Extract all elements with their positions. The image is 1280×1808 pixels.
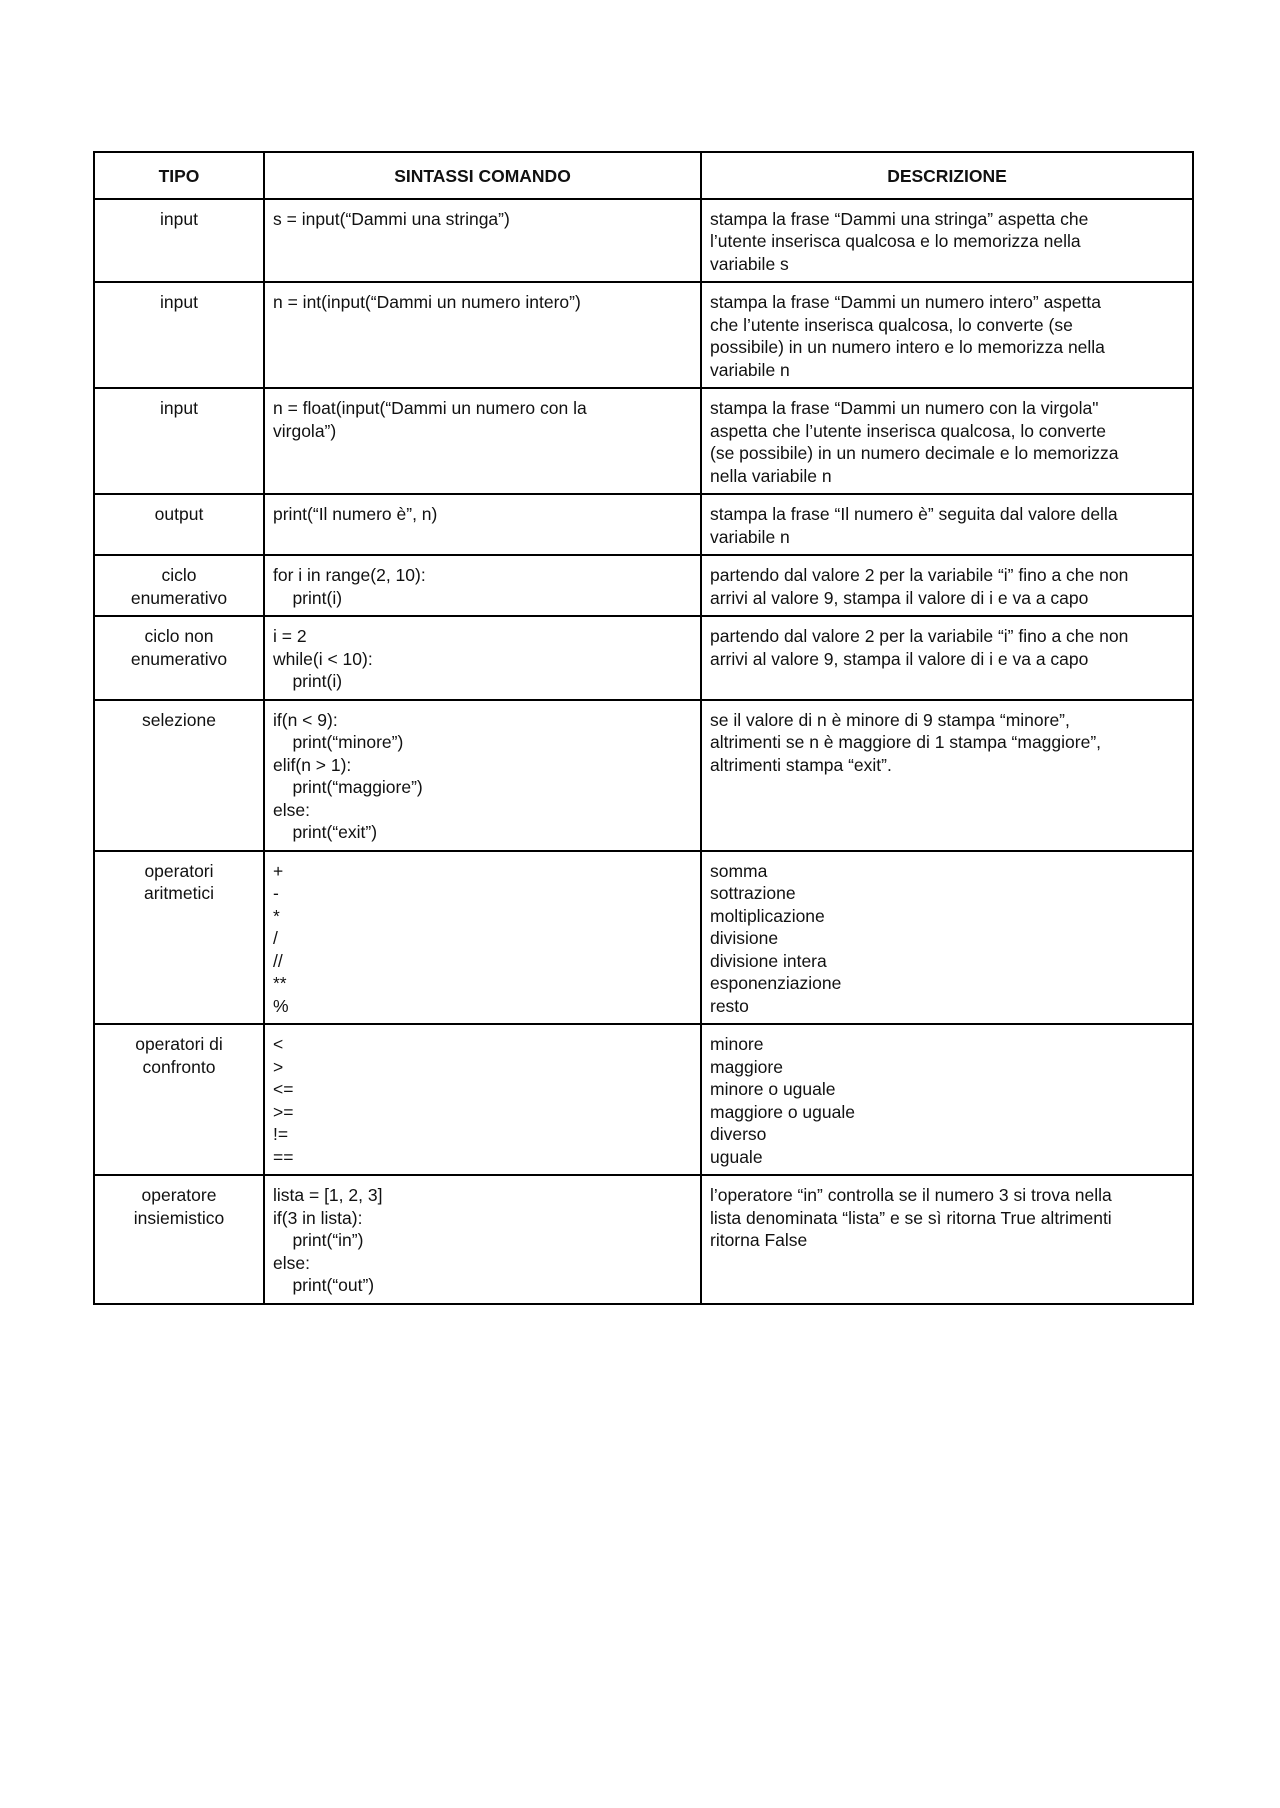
cell-tipo-line: input xyxy=(160,398,198,418)
cell-descrizione-line: variabile n xyxy=(710,526,790,547)
cell-sintassi-line: print(“maggiore”) xyxy=(273,777,423,797)
table-row xyxy=(94,282,1193,388)
cell-tipo xyxy=(94,282,264,388)
cell-descrizione-line: minore xyxy=(710,1034,764,1054)
cell-tipo xyxy=(94,851,264,1025)
cell-tipo xyxy=(94,616,264,700)
header-tipo: TIPO xyxy=(94,152,264,199)
cell-descrizione-line: (se possibile) in un numero decimale e lo memorizza xyxy=(710,443,1119,463)
table-row xyxy=(94,555,1193,616)
cell-tipo-line: operatori di xyxy=(135,1034,223,1054)
cell-sintassi xyxy=(264,388,701,494)
cell-descrizione-line: maggiore o uguale xyxy=(710,1101,855,1122)
cell-descrizione-line: maggiore xyxy=(710,1056,783,1077)
cell-sintassi-line: - xyxy=(273,883,279,903)
cell-tipo-line: input xyxy=(160,292,198,312)
cell-sintassi-line: for i in range(2, 10): xyxy=(273,565,426,585)
cell-descrizione xyxy=(701,616,1193,700)
python-commands-table xyxy=(93,151,1194,1305)
cell-sintassi-line: else: xyxy=(273,1252,310,1273)
cell-sintassi xyxy=(264,851,701,1025)
header-descrizione: DESCRIZIONE xyxy=(701,152,1193,199)
cell-sintassi-line: print(“Il numero è”, n) xyxy=(273,504,438,524)
cell-descrizione-line: somma xyxy=(710,860,768,881)
cell-sintassi-line: if(n < 9): xyxy=(273,709,338,730)
cell-sintassi xyxy=(264,282,701,388)
cell-sintassi-line: // xyxy=(273,950,283,971)
cell-sintassi xyxy=(264,1024,701,1175)
cell-descrizione xyxy=(701,199,1193,283)
cell-descrizione xyxy=(701,388,1193,494)
table-row xyxy=(94,494,1193,555)
cell-descrizione-line: altrimenti se n è maggiore di 1 stampa “maggiore”, xyxy=(710,732,1102,752)
cell-descrizione-line: aspetta che l’utente inserisca qualcosa, lo converte xyxy=(710,420,1106,441)
cell-descrizione-line: sottrazione xyxy=(710,883,796,903)
cell-tipo-line: confronto xyxy=(142,1056,216,1077)
cell-tipo-line: output xyxy=(154,504,204,524)
cell-descrizione-line: divisione intera xyxy=(710,950,827,971)
cell-descrizione-line: partendo dal valore 2 per la variabile “i” fino a che non xyxy=(710,565,1129,585)
cell-descrizione-line: arrivi al valore 9, stampa il valore di i e va a capo xyxy=(710,648,1089,669)
cell-descrizione-line: l’utente inserisca qualcosa e lo memorizza nella xyxy=(710,231,1081,251)
cell-sintassi-line: print(i) xyxy=(273,671,343,691)
cell-sintassi-line: % xyxy=(273,995,289,1016)
cell-descrizione xyxy=(701,555,1193,616)
cell-sintassi-line: < xyxy=(273,1034,284,1054)
cell-descrizione-line: l’operatore “in” controlla se il numero 3 si trova nella xyxy=(710,1185,1112,1205)
cell-descrizione xyxy=(701,700,1193,851)
cell-sintassi-line: > xyxy=(273,1056,284,1077)
table-body xyxy=(94,199,1193,1304)
cell-descrizione-line: uguale xyxy=(710,1146,763,1167)
cell-sintassi xyxy=(264,616,701,700)
cell-sintassi-line: ** xyxy=(273,973,287,993)
cell-descrizione-line: che l’utente inserisca qualcosa, lo converte (se xyxy=(710,314,1073,335)
cell-sintassi-line: <= xyxy=(273,1079,294,1099)
cell-descrizione-line: stampa la frase “Dammi un numero intero” aspetta xyxy=(710,292,1101,312)
cell-tipo-line: input xyxy=(160,208,198,229)
cell-descrizione-line: divisione xyxy=(710,928,779,948)
cell-descrizione-line: moltiplicazione xyxy=(710,905,825,926)
cell-descrizione xyxy=(701,1024,1193,1175)
cell-descrizione-line: esponenziazione xyxy=(710,973,842,993)
cell-sintassi-line: virgola”) xyxy=(273,420,337,441)
cell-descrizione-line: resto xyxy=(710,995,749,1016)
cell-descrizione-line: lista denominata “lista” e se sì ritorna True altrimenti xyxy=(710,1207,1112,1228)
cell-sintassi xyxy=(264,700,701,851)
cell-sintassi-line: / xyxy=(273,928,278,948)
cell-tipo-line: enumerativo xyxy=(130,648,228,669)
cell-descrizione-line: altrimenti stampa “exit”. xyxy=(710,754,892,775)
cell-tipo-line: aritmetici xyxy=(143,883,214,903)
cell-tipo-line: selezione xyxy=(142,709,216,730)
cell-descrizione-line: variabile s xyxy=(710,253,789,274)
cell-descrizione-line: stampa la frase “Dammi una stringa” aspetta che xyxy=(710,208,1089,229)
table-row xyxy=(94,851,1193,1025)
cell-sintassi-line: != xyxy=(273,1124,289,1144)
cell-descrizione xyxy=(701,282,1193,388)
cell-sintassi-line: if(3 in lista): xyxy=(273,1207,363,1228)
cell-sintassi xyxy=(264,494,701,555)
cell-sintassi-line: else: xyxy=(273,799,310,820)
table-row xyxy=(94,1024,1193,1175)
cell-sintassi-line: elif(n > 1): xyxy=(273,754,352,775)
cell-sintassi-line: while(i < 10): xyxy=(273,648,373,669)
cell-sintassi-line: print(i) xyxy=(273,587,343,608)
cell-tipo xyxy=(94,1024,264,1175)
cell-sintassi-line: print(“exit”) xyxy=(273,822,378,842)
cell-sintassi-line: n = float(input(“Dammi un numero con la xyxy=(273,398,587,418)
cell-descrizione xyxy=(701,1175,1193,1304)
cell-descrizione-line: stampa la frase “Il numero è” seguita dal valore della xyxy=(710,504,1118,524)
table-header xyxy=(94,152,1193,199)
table-row xyxy=(94,700,1193,851)
cell-descrizione-line: partendo dal valore 2 per la variabile “i” fino a che non xyxy=(710,626,1129,646)
cell-sintassi-line: i = 2 xyxy=(273,626,307,646)
cell-descrizione-line: variabile n xyxy=(710,359,790,380)
table-row xyxy=(94,1175,1193,1304)
cell-tipo xyxy=(94,700,264,851)
cell-descrizione xyxy=(701,494,1193,555)
cell-tipo xyxy=(94,1175,264,1304)
cell-tipo-line: ciclo xyxy=(161,565,197,585)
cell-sintassi-line: * xyxy=(273,905,280,926)
cell-tipo-line: operatore xyxy=(141,1185,217,1205)
cell-sintassi-line: n = int(input(“Dammi un numero intero”) xyxy=(273,292,581,312)
cell-descrizione-line: stampa la frase “Dammi un numero con la virgola" xyxy=(710,398,1099,418)
cell-sintassi xyxy=(264,1175,701,1304)
cell-sintassi-line: print(“out”) xyxy=(273,1275,375,1295)
cell-sintassi-line: print(“minore”) xyxy=(273,732,404,752)
table-row xyxy=(94,199,1193,283)
cell-descrizione-line: possibile) in un numero intero e lo memorizza nella xyxy=(710,337,1105,357)
cell-tipo-line: operatori xyxy=(144,860,214,881)
cell-descrizione-line: ritorna False xyxy=(710,1230,808,1250)
table-row xyxy=(94,388,1193,494)
cell-tipo xyxy=(94,199,264,283)
cell-descrizione-line: diverso xyxy=(710,1124,767,1144)
cell-descrizione xyxy=(701,851,1193,1025)
header-sintassi-comando: SINTASSI COMANDO xyxy=(264,152,701,199)
cell-tipo-line: ciclo non xyxy=(144,626,214,646)
cell-sintassi-line: == xyxy=(273,1146,294,1167)
cell-sintassi-line: print(“in”) xyxy=(273,1230,364,1250)
cell-sintassi-line: >= xyxy=(273,1101,294,1122)
table-row xyxy=(94,616,1193,700)
cell-sintassi-line: lista = [1, 2, 3] xyxy=(273,1185,383,1205)
cell-sintassi xyxy=(264,555,701,616)
cell-descrizione-line: nella variabile n xyxy=(710,465,832,486)
cell-sintassi-line: s = input(“Dammi una stringa”) xyxy=(273,208,510,229)
cell-sintassi-line: + xyxy=(273,860,284,881)
cell-tipo xyxy=(94,555,264,616)
cell-descrizione-line: arrivi al valore 9, stampa il valore di i e va a capo xyxy=(710,587,1089,608)
cell-tipo-line: enumerativo xyxy=(130,587,228,608)
header-row xyxy=(94,152,1193,199)
cell-descrizione-line: se il valore di n è minore di 9 stampa “minore”, xyxy=(710,709,1070,730)
cell-tipo xyxy=(94,388,264,494)
cell-tipo xyxy=(94,494,264,555)
cell-tipo-line: insiemistico xyxy=(133,1207,225,1228)
cell-sintassi xyxy=(264,199,701,283)
cell-descrizione-line: minore o uguale xyxy=(710,1079,836,1099)
